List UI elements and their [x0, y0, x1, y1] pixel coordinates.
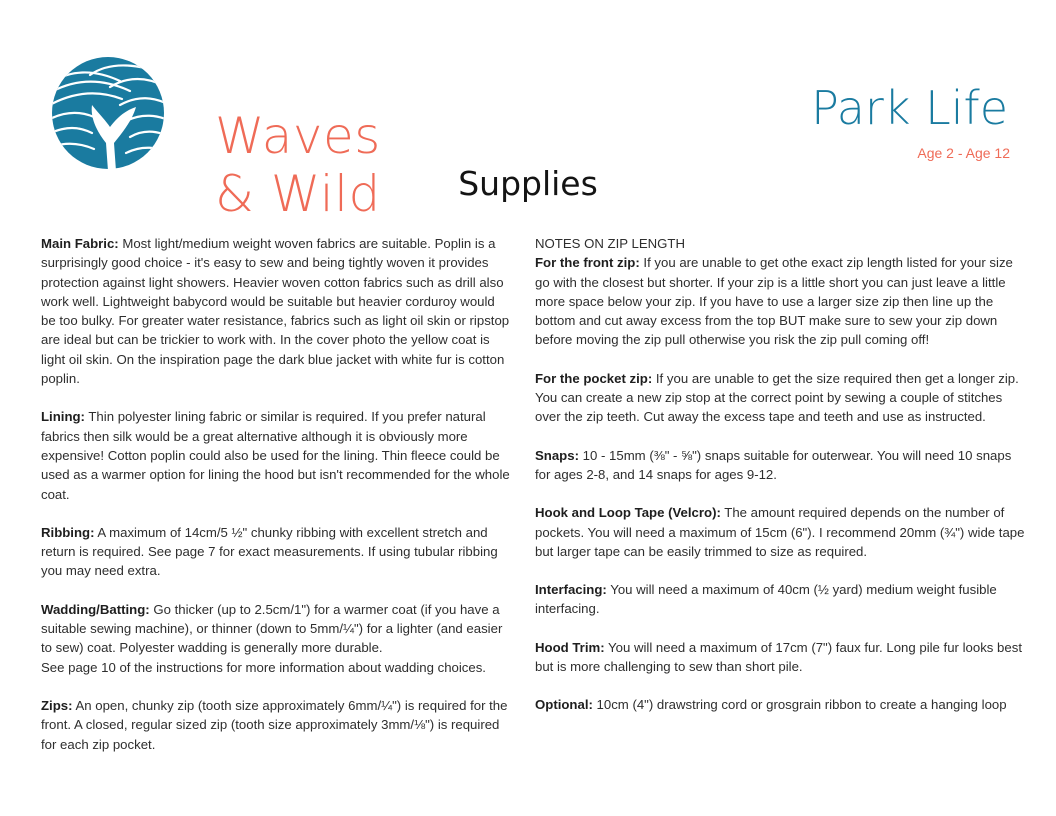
supply-lining	[41, 407, 513, 503]
supply-text: If you are unable to get the size required then get a longer zip. You can create a new zip stop at the correct point by sewing a couple of stitches over the zip teeth. Cut away the excess tape and teeth and use as instructed.	[535, 370, 1019, 425]
supply-text: Thin polyester lining fabric or similar is required. If you prefer natural fabrics then silk would be a great alternative although it is obviously more expensive! Cotton poplin could also be used for the lining. Thin fleece could be used as a warmer option for lining the hood but isn't recommended for the whole coat.	[41, 409, 510, 502]
supply-text: Most light/medium weight woven fabrics are suitable. Poplin is a surprisingly good choice - it's easy to sew and being tightly woven it provides protection against light showers. Heavier woven cotton fabrics such as drill also work well. Lightweight babycord would be suitable but heavier corduroy would be too bulky. For greater water resistance, fabrics such as light oil skin or ripstop are ideal but can be trickier to work with. In the cover photo the yellow coat is light oil skin. On the inspiration page the dark blue jacket with white fur is cotton poplin.	[41, 236, 510, 387]
supply-label: Hook and Loop Tape (Velcro):	[535, 505, 721, 521]
supply-text: The amount required depends on the number of pockets. You will need a maximum of 15cm (6"). I recommend 20mm (¾") wide tape but larger tape can be easily trimmed to size as required.	[535, 505, 1025, 559]
supply-ribbing	[41, 523, 513, 581]
supply-label: Zips:	[41, 697, 73, 713]
pattern-age-range: Age 2 - Age 12	[917, 145, 1010, 161]
supply-text: 10cm (4") drawstring cord or grosgrain ribbon to create a hanging loop	[592, 697, 1007, 713]
zip-notes	[535, 234, 1027, 350]
pattern-name: Park Life	[811, 81, 1008, 135]
brand-logo	[50, 55, 381, 223]
supply-hook-loop	[535, 503, 1027, 561]
supply-snaps	[535, 446, 1027, 485]
left-column	[41, 234, 513, 773]
brand-line-1: Waves	[215, 107, 381, 165]
supply-text: An open, chunky zip (tooth size approximately 6mm/¼") is required for the front. A closed, regular sized zip (tooth size approximately 3mm/⅛") is required for each zip pocket.	[41, 697, 508, 752]
supply-main-fabric	[41, 234, 513, 388]
supply-wadding	[41, 600, 513, 677]
supply-label: Hood Trim:	[535, 639, 605, 655]
zip-notes-heading: NOTES ON ZIP LENGTH	[535, 236, 685, 251]
supply-label: Main Fabric:	[41, 236, 119, 251]
supply-label: Optional:	[535, 697, 593, 713]
supply-interfacing	[535, 580, 1027, 619]
supply-text: You will need a maximum of 17cm (7") faux fur. Long pile fur looks best but is more challenging to sew than short pile.	[535, 639, 1022, 675]
supply-optional	[535, 695, 1027, 714]
supply-text: You will need a maximum of 40cm (½ yard) medium weight fusible interfacing.	[535, 582, 997, 617]
supply-text: Go thicker (up to 2.5cm/1") for a warmer coat (if you have a suitable sewing machine), or thinner (down to 5mm/¼") for a lighter (and easier to sew) coat. Polyester wadding is generally more durable.	[41, 601, 503, 656]
supply-label: For the front zip:	[535, 255, 640, 271]
supply-label: Ribbing:	[41, 524, 95, 540]
supply-pocket-zip	[535, 369, 1027, 427]
supply-text-extra: See page 10 of the instructions for more information about wadding choices.	[41, 659, 486, 675]
supply-zips	[41, 696, 513, 754]
supply-text: If you are unable to get othe exact zip length listed for your size go with the closest but shorter. If your zip is a little short you can just leave a little more space below your zip. If you have to use a larger size zip then line up the bottom and cut away excess from the top BUT make sure to sew your zip down before moving the zip pull otherwise you risk the zip pull coming off!	[535, 255, 1013, 348]
supply-label: Wadding/Batting:	[41, 601, 150, 617]
right-column	[535, 234, 1027, 734]
supply-label: Snaps:	[535, 447, 579, 463]
supply-label: For the pocket zip:	[535, 370, 653, 386]
supply-text: A maximum of 14cm/5 ½" chunky ribbing with excellent stretch and return is required. See page 7 for exact measurements. If using tubular ribbing you may need extra.	[41, 524, 498, 579]
supply-hood-trim	[535, 638, 1027, 677]
supply-text: 10 - 15mm (⅜" - ⅝") snaps suitable for outerwear. You will need 10 snaps for ages 2-8, and 14 snaps for ages 9-12.	[535, 447, 1012, 482]
brand-line-2: & Wild	[215, 165, 381, 223]
supply-label: Lining:	[41, 409, 85, 425]
supply-label: Interfacing:	[535, 582, 607, 598]
page-title: Supplies	[458, 164, 598, 203]
whale-tail-icon	[50, 55, 166, 171]
